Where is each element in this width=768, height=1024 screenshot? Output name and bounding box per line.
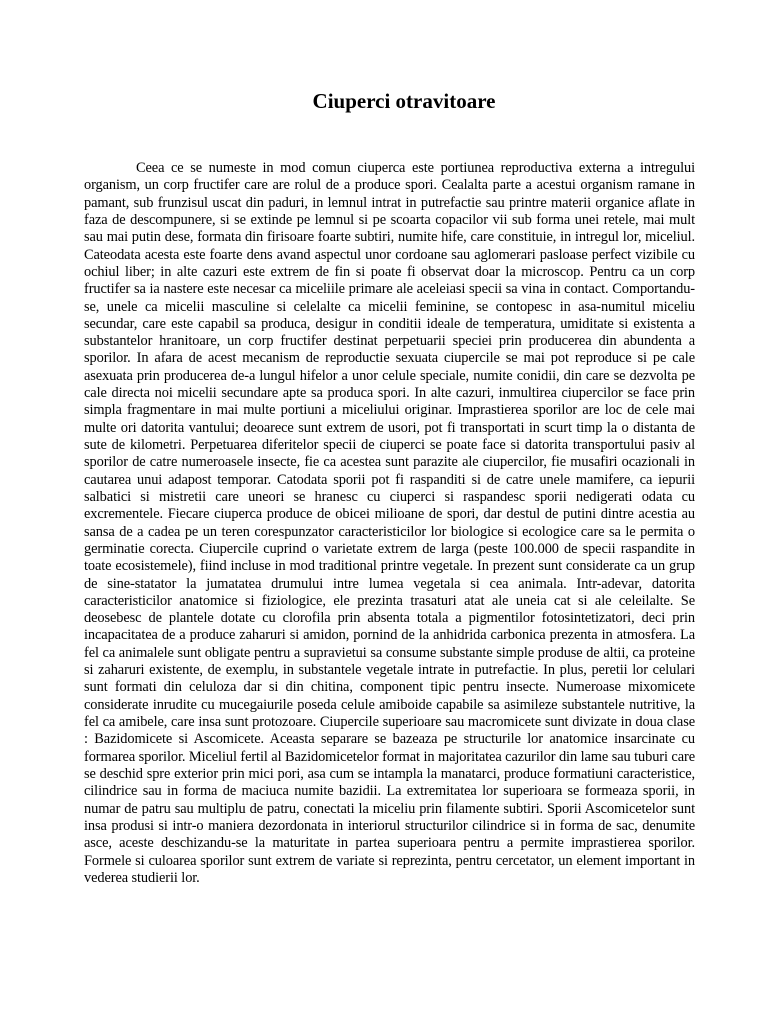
document-title: Ciuperci otravitoare bbox=[312, 89, 496, 113]
document-body-paragraph: Ceea ce se numeste in mod comun ciuperca este portiunea reproductiva externa a intregului organism, un corp fructifer care are rolul de a produce spori. Cealalta parte a acestui organism ramane in pamant, sub frunzisul uscat din paduri, in lemnul intrat in putrefactie sau printre materii organice aflate in faza de descompunere, si se extinde pe lemnul si pe scoarta copacilor vii sub forma unei retele, mai mult sau mai putin dese, formata din firisoare foarte subtiri, numite hife, care constituie, in intregul lor, miceliul. Cateodata acesta este foarte dens avand aspectul unor cordoane sau aglomerari pasloase perfect vizibile cu ochiul liber; in alte cazuri este extrem de fin si poate fi observat doar la microscop. Pentru ca un corp fructifer sa ia nastere este necesar ca miceliile primare ale aceleiasi specii sa vina in contact. Comportandu-se, unele ca micelii masculine si celelalte ca micelii feminine, se contopesc in asa-numitul miceliu secundar, care este capabil sa produca, desigur in conditii ideale de temperatura, umiditate si existenta a substantelor hranitoare, un corp fructifer destinat perpetuarii speciei prin producerea din abundenta a sporilor. In afara de acest mecanism de reproductie sexuata ciupercile se mai pot reproduce si pe cale asexuata prin producerea de-a lungul hifelor a unor celule speciale, numite conidii, din care se dezvolta pe cale directa noi micelii secundare apte sa produca spori. In alte cazuri, inmultirea ciupercilor se face prin simpla fragmentare in mai multe portiuni a miceliului originar. Imprastierea sporilor are loc de cele mai multe ori datorita vantului; deoarece sunt extrem de usori, pot fi transportati in scurt timp la o distanta de sute de kilometri. Perpetuarea diferitelor specii de ciuperci se poate face si datorita transportului pasiv al sporilor de catre numeroasele insecte, fie ca acestea sunt parazite ale ciupercilor, fie musafiri ocazionali in cautarea unui adapost temporar. Catodata sporii pot fi raspanditi si de catre unele mamifere, ca iepurii salbatici si mistretii care uneori se hranesc cu ciuperci si raspandesc sporii nedigerati odata cu excrementele. Fiecare ciuperca produce de obicei milioane de spori, dar destul de putini dintre acestia au sansa de a cadea pe un teren corespunzator caracteristicilor lor biologice si ecologice care sa le permita o germinatie corecta. Ciupercile cuprind o varietate extrem de larga (peste 100.000 de specii raspandite in toate ecosistemele), fiind incluse in mod traditional printre vegetale. In prezent sunt considerate ca un grup de sine-statator la jumatatea drumului intre lumea vegetala si cea animala. Intr-adevar, datorita caracteristicilor anatomice si fiziologice, ele prezinta trasaturi atat ale uneia cat si ale celeilalte. Se deosebesc de plantele dotate cu clorofila prin absenta totala a pigmentilor fotosintetizatori, deci prin incapacitatea de a produce zaharuri si amidon, pornind de la anhidrida carbonica prezenta in atmosfera. La fel ca animalele sunt obligate pentru a supravietui sa consume substante simple produse de altii, ca proteine si zaharuri existente, de exemplu, in substantele vegetale intrate in putrefactie. In plus, peretii lor celulari sunt formati din celuloza dar si din chitina, component tipic pentru insecte. Numeroase mixomicete considerate inrudite cu mucegaiurile poseda celule amiboide capabile sa asimileze substantele nutritive, la fel ca amibele, care insa sunt protozoare. Ciupercile superioare sau macromicete sunt divizate in doua clase : Bazidomicete si Ascomicete. Aceasta separare se bazeaza pe structurile lor anatomice insarcinate cu formarea sporilor. Miceliul fertil al Bazidomicetelor format in majoritatea cazurilor din lame sau tuburi care se deschid spre exterior prin mici pori, asa cum se intampla la manatarci, produce formatiuni caracteristice, cilindrice sau in forma de maciuca numite bazidii. La extremitatea lor superioara se formeaza sporii, in numar de patru sau multiplu de patru, conectati la miceliu prin filamente subtiri. Sporii Ascomicetelor sunt insa produsi si intr-o maniera dezordonata in interiorul structurilor cilindrice si in forma de sac, denumite asce, aceste deschizandu-se la maturitate in partea superioara pentru a permite imprastierea sporilor. Formele si culoarea sporilor sunt extrem de variate si reprezinta, pentru cercetator, un element important in vederea studierii lor. bbox=[84, 160, 695, 886]
